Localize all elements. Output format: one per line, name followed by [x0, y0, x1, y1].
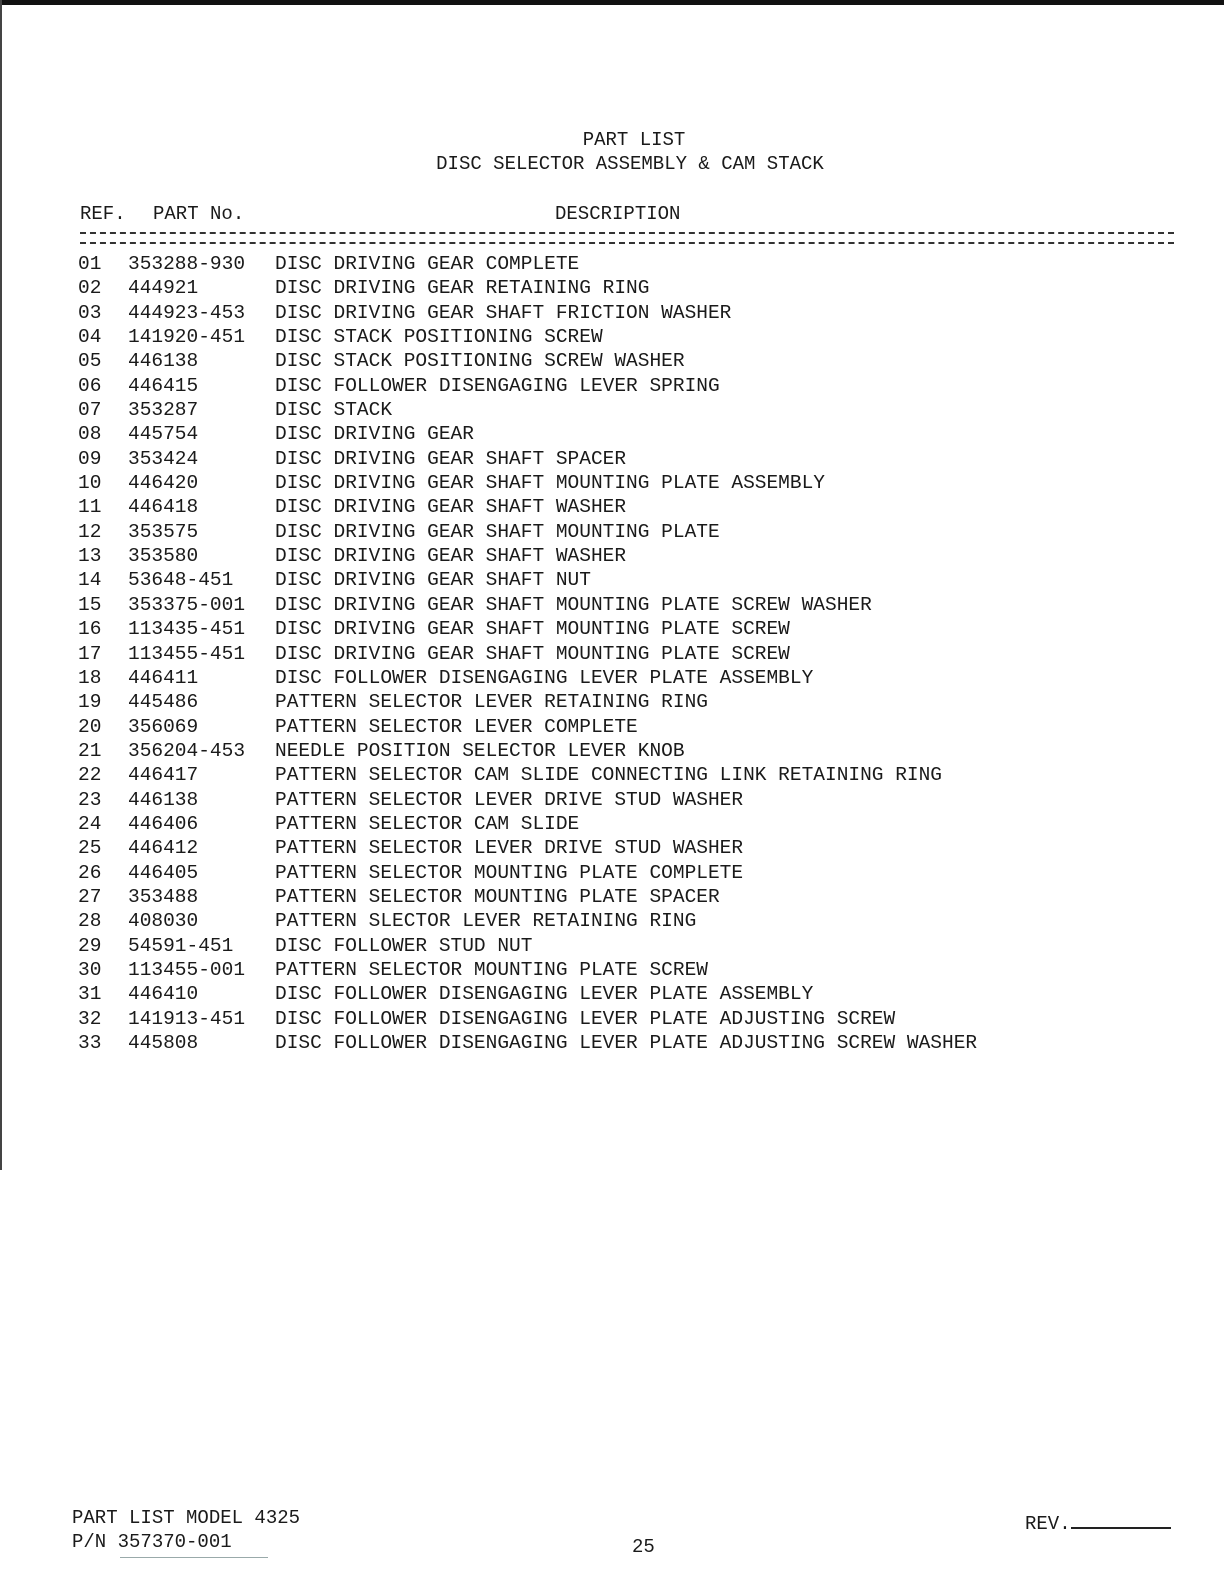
- part-description: DISC DRIVING GEAR SHAFT FRICTION WASHER: [275, 301, 732, 324]
- part-ref: 13: [78, 545, 102, 568]
- part-ref: 14: [78, 569, 102, 592]
- part-number: 353287: [128, 399, 199, 422]
- part-description: DISC FOLLOWER DISENGAGING LEVER PLATE ADJUSTING SCREW WASHER: [275, 1032, 978, 1054]
- table-row: [78, 422, 1178, 446]
- part-ref: 29: [78, 934, 102, 957]
- part-ref: 23: [78, 788, 102, 811]
- part-number: 446138: [128, 788, 199, 811]
- part-number: 446405: [128, 861, 199, 884]
- table-row: [78, 374, 1178, 398]
- revision-field: [1025, 1511, 1171, 1535]
- part-ref: 03: [78, 301, 102, 324]
- part-description: DISC DRIVING GEAR SHAFT MOUNTING PLATE SCREW WASHER: [275, 593, 872, 616]
- table-row: [78, 301, 1178, 325]
- table-row: [78, 544, 1178, 568]
- part-number: 446417: [128, 764, 199, 787]
- part-description: PATTERN SELECTOR LEVER DRIVE STUD WASHER: [275, 837, 744, 860]
- part-number: 353575: [128, 520, 199, 543]
- part-number: 446411: [128, 666, 199, 689]
- table-row: [78, 447, 1178, 471]
- part-ref: 08: [78, 423, 102, 446]
- part-ref: 04: [78, 326, 102, 349]
- parts-table: [78, 252, 1178, 1055]
- part-ref: 07: [78, 399, 102, 422]
- part-number: 353488: [128, 885, 199, 908]
- part-description: DISC DRIVING GEAR RETAINING RING: [275, 277, 650, 300]
- part-ref: 06: [78, 374, 102, 397]
- part-description: DISC DRIVING GEAR COMPLETE: [275, 253, 580, 275]
- part-number: 113455-451: [128, 642, 246, 665]
- table-row: [78, 861, 1178, 885]
- part-description: DISC DRIVING GEAR: [275, 423, 474, 446]
- part-description: DISC FOLLOWER DISENGAGING LEVER PLATE ASSEMBLY: [275, 983, 814, 1006]
- part-number: 445486: [128, 691, 199, 714]
- part-ref: 01: [78, 253, 102, 275]
- part-number: 113435-451: [128, 618, 246, 641]
- part-number: 446415: [128, 374, 199, 397]
- table-row: [78, 276, 1178, 300]
- part-ref: 18: [78, 666, 102, 689]
- part-description: PATTERN SELECTOR CAM SLIDE CONNECTING LINK RETAINING RING: [275, 764, 943, 787]
- part-description: DISC DRIVING GEAR SHAFT MOUNTING PLATE SCREW: [275, 642, 790, 665]
- part-number: 356069: [128, 715, 199, 738]
- table-row: [78, 325, 1178, 349]
- part-description: DISC DRIVING GEAR SHAFT NUT: [275, 569, 591, 592]
- table-row: [78, 934, 1178, 958]
- table-row: [78, 471, 1178, 495]
- table-row: [78, 982, 1178, 1006]
- table-row: [78, 617, 1178, 641]
- part-number: 353424: [128, 447, 199, 470]
- left-border: [0, 0, 2, 1170]
- table-row: [78, 909, 1178, 933]
- part-ref: 24: [78, 812, 102, 835]
- header-divider: [80, 232, 1174, 244]
- part-ref: 30: [78, 958, 102, 981]
- part-number: 446406: [128, 812, 199, 835]
- part-number: 446410: [128, 983, 199, 1006]
- part-description: DISC DRIVING GEAR SHAFT MOUNTING PLATE ASSEMBLY: [275, 472, 825, 495]
- table-row: [78, 763, 1178, 787]
- part-number: 445754: [128, 423, 199, 446]
- part-description: PATTERN SELECTOR MOUNTING PLATE COMPLETE: [275, 861, 744, 884]
- part-description: DISC STACK: [275, 399, 393, 422]
- part-description: DISC STACK POSITIONING SCREW WASHER: [275, 350, 685, 373]
- part-description: DISC STACK POSITIONING SCREW: [275, 326, 603, 349]
- part-description: PATTERN SELECTOR CAM SLIDE: [275, 812, 580, 835]
- part-ref: 27: [78, 885, 102, 908]
- part-number: 113455-001: [128, 958, 246, 981]
- part-ref: 25: [78, 837, 102, 860]
- part-description: DISC FOLLOWER DISENGAGING LEVER PLATE ADJUSTING SCREW: [275, 1007, 896, 1030]
- part-ref: 10: [78, 472, 102, 495]
- part-ref: 33: [78, 1032, 102, 1054]
- part-number: 446138: [128, 350, 199, 373]
- table-row: [78, 958, 1178, 982]
- part-number: 353580: [128, 545, 199, 568]
- part-number: 444921: [128, 277, 199, 300]
- table-row: [78, 495, 1178, 519]
- column-header-ref: REF.: [80, 203, 126, 225]
- table-row: [78, 1031, 1178, 1055]
- part-description: NEEDLE POSITION SELECTOR LEVER KNOB: [275, 739, 685, 762]
- part-ref: 26: [78, 861, 102, 884]
- table-row: [78, 788, 1178, 812]
- part-ref: 11: [78, 496, 102, 519]
- table-row: [78, 812, 1178, 836]
- revision-label: REV.: [1025, 1513, 1071, 1535]
- part-ref: 12: [78, 520, 102, 543]
- part-description: DISC DRIVING GEAR SHAFT MOUNTING PLATE SCREW: [275, 618, 790, 641]
- part-ref: 32: [78, 1007, 102, 1030]
- footer-model: PART LIST MODEL 4325: [72, 1507, 301, 1529]
- part-number: 54591-451: [128, 934, 234, 957]
- part-number: 444923-453: [128, 301, 246, 324]
- table-row: [78, 568, 1178, 592]
- part-ref: 22: [78, 764, 102, 787]
- revision-blank-line: [1071, 1511, 1171, 1529]
- part-number: 446420: [128, 472, 199, 495]
- table-row: [78, 252, 1178, 276]
- part-ref: 17: [78, 642, 102, 665]
- table-row: [78, 1007, 1178, 1031]
- part-ref: 21: [78, 739, 102, 762]
- part-description: DISC DRIVING GEAR SHAFT MOUNTING PLATE: [275, 520, 720, 543]
- table-row: [78, 739, 1178, 763]
- footer-part-number: P/N 357370-001: [72, 1531, 232, 1553]
- column-header-description: DESCRIPTION: [555, 203, 681, 225]
- part-ref: 31: [78, 983, 102, 1006]
- part-number: 141913-451: [128, 1007, 246, 1030]
- part-description: DISC DRIVING GEAR SHAFT SPACER: [275, 447, 627, 470]
- part-description: PATTERN SELECTOR LEVER RETAINING RING: [275, 691, 708, 714]
- page-number: 25: [632, 1536, 655, 1558]
- table-row: [78, 885, 1178, 909]
- part-ref: 16: [78, 618, 102, 641]
- top-border: [0, 0, 1224, 5]
- part-description: PATTERN SELECTOR MOUNTING PLATE SCREW: [275, 958, 708, 981]
- part-description: PATTERN SLECTOR LEVER RETAINING RING: [275, 910, 697, 933]
- part-description: PATTERN SELECTOR LEVER DRIVE STUD WASHER: [275, 788, 744, 811]
- part-description: DISC DRIVING GEAR SHAFT WASHER: [275, 545, 627, 568]
- page-title: PART LIST: [582, 129, 686, 151]
- table-row: [78, 520, 1178, 544]
- part-number: 353288-930: [128, 253, 246, 275]
- part-number: 446418: [128, 496, 199, 519]
- table-row: [78, 642, 1178, 666]
- table-row: [78, 349, 1178, 373]
- part-number: 353375-001: [128, 593, 246, 616]
- part-ref: 02: [78, 277, 102, 300]
- part-description: DISC FOLLOWER DISENGAGING LEVER PLATE ASSEMBLY: [275, 666, 814, 689]
- part-number-underline: [120, 1557, 268, 1558]
- part-description: PATTERN SELECTOR MOUNTING PLATE SPACER: [275, 885, 720, 908]
- part-number: 53648-451: [128, 569, 234, 592]
- table-row: [78, 398, 1178, 422]
- column-header-part-no: PART No.: [153, 203, 245, 225]
- part-ref: 15: [78, 593, 102, 616]
- page-subtitle: DISC SELECTOR ASSEMBLY & CAM STACK: [436, 153, 824, 175]
- part-description: PATTERN SELECTOR LEVER COMPLETE: [275, 715, 638, 738]
- part-number: 141920-451: [128, 326, 246, 349]
- table-row: [78, 715, 1178, 739]
- part-number: 446412: [128, 837, 199, 860]
- part-description: DISC DRIVING GEAR SHAFT WASHER: [275, 496, 627, 519]
- part-ref: 09: [78, 447, 102, 470]
- part-number: 445808: [128, 1032, 199, 1054]
- part-description: DISC FOLLOWER STUD NUT: [275, 934, 533, 957]
- part-ref: 05: [78, 350, 102, 373]
- part-description: DISC FOLLOWER DISENGAGING LEVER SPRING: [275, 374, 720, 397]
- table-row: [78, 593, 1178, 617]
- part-ref: 20: [78, 715, 102, 738]
- table-row: [78, 836, 1178, 860]
- part-ref: 19: [78, 691, 102, 714]
- table-row: [78, 690, 1178, 714]
- part-ref: 28: [78, 910, 102, 933]
- part-number: 408030: [128, 910, 199, 933]
- part-number: 356204-453: [128, 739, 246, 762]
- table-row: [78, 666, 1178, 690]
